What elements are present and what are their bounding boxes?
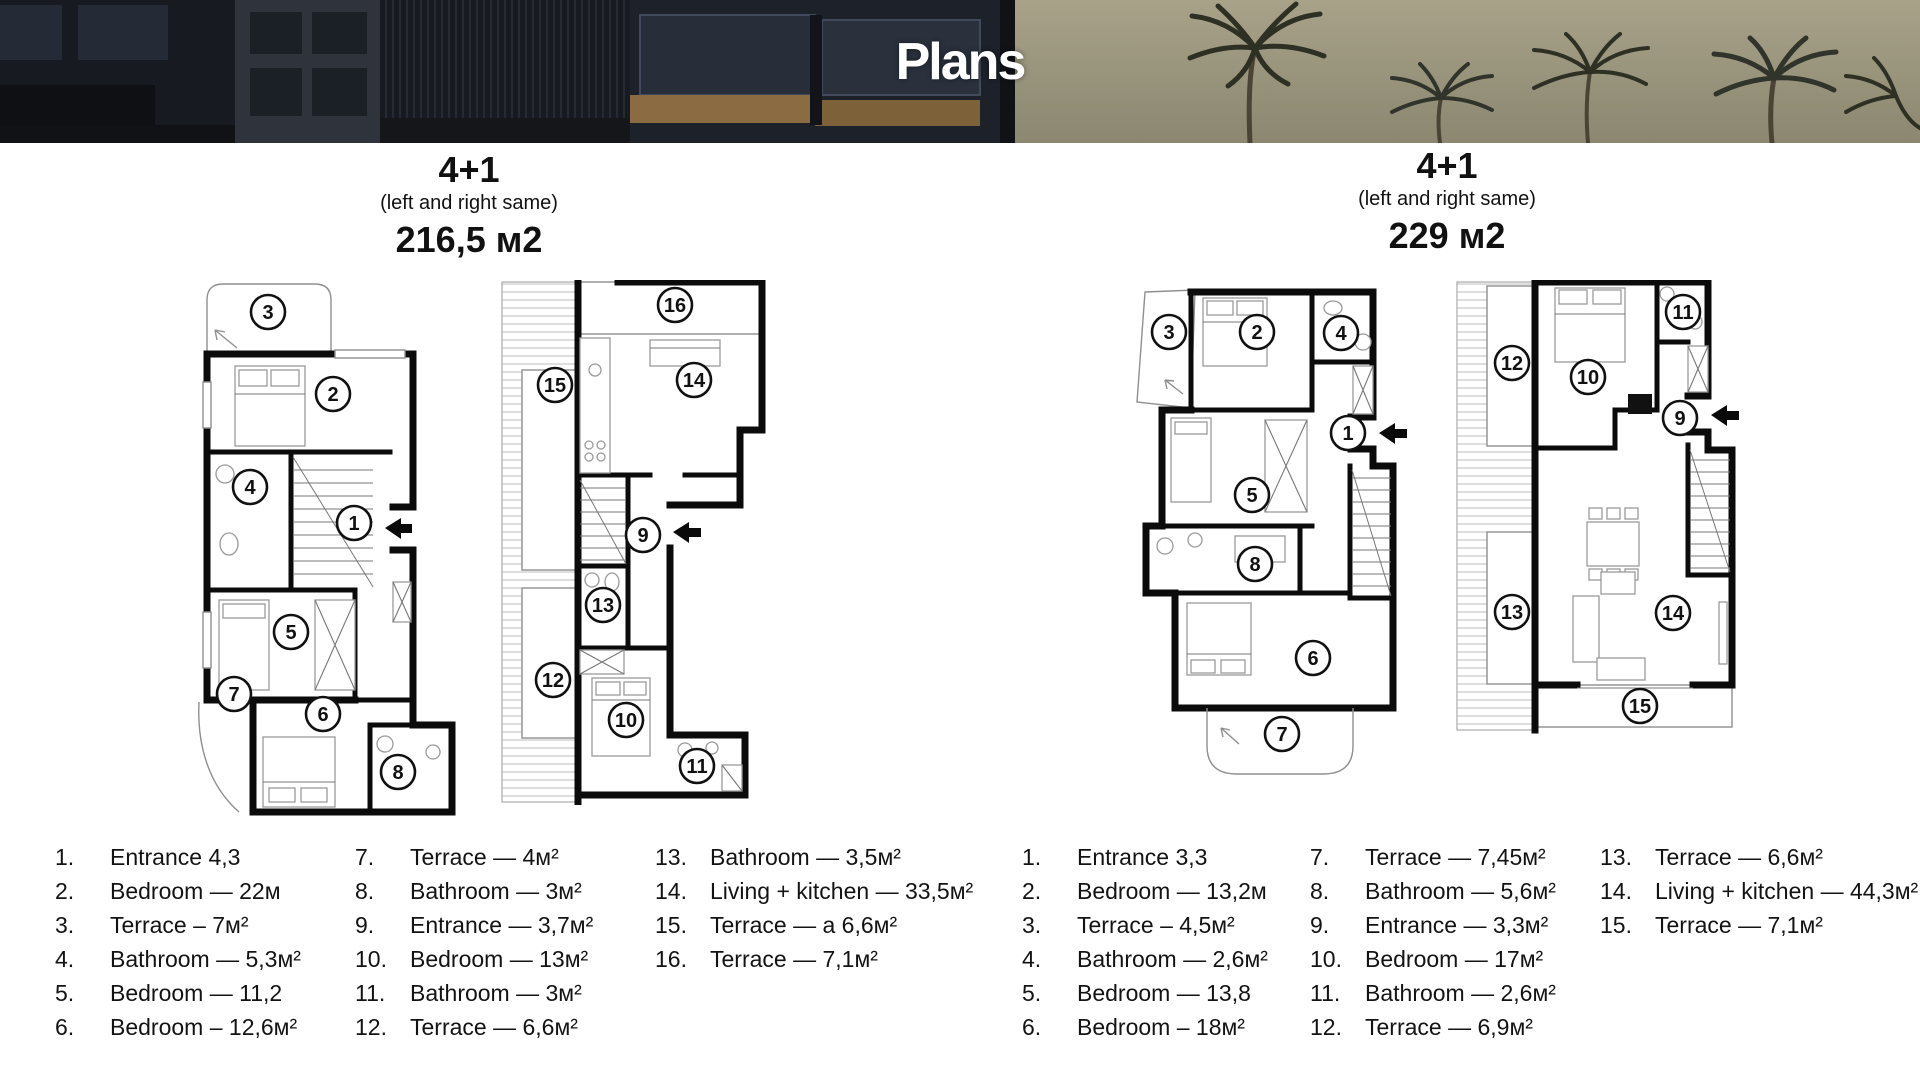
- legend-item: 10. Bedroom — 17м²: [1310, 946, 1544, 972]
- wardrobe-icon: [1353, 366, 1373, 414]
- unit-1-legend-col-3: [655, 840, 990, 976]
- svg-text:2: 2: [1251, 322, 1263, 344]
- unit-2-area: 229 м2: [1388, 215, 1506, 256]
- unit-1-floor-2-plan: [500, 280, 766, 805]
- svg-text:6: 6: [317, 704, 329, 726]
- svg-text:10: 10: [1576, 367, 1600, 389]
- unit-1-title: [309, 150, 629, 260]
- bathroom-fixtures: [377, 736, 440, 759]
- svg-text:5: 5: [1246, 485, 1258, 507]
- entrance-arrow-icon: [1711, 405, 1739, 426]
- svg-text:3: 3: [1163, 322, 1175, 344]
- bronze-fascia: [815, 100, 980, 126]
- legend-item: 8. Bathroom — 5,6м²: [1310, 878, 1556, 904]
- legend-item: 16. Terrace — 7,1м²: [655, 946, 878, 972]
- entrance-arrow-icon: [673, 522, 701, 543]
- legend-item: 11. Bathroom — 3м²: [355, 980, 582, 1006]
- svg-text:12: 12: [541, 670, 565, 692]
- legend-item: 7. Terrace — 4м²: [355, 844, 559, 870]
- svg-text:4: 4: [1335, 323, 1347, 345]
- column: [1628, 394, 1652, 414]
- unit-1-type: 4+1: [438, 149, 500, 190]
- unit-1-legend-col-1: [55, 840, 390, 1044]
- svg-text:15: 15: [543, 375, 567, 397]
- entrance-arrow-icon: [1379, 423, 1407, 444]
- svg-text:11: 11: [1672, 302, 1694, 324]
- sofa-icons: [1573, 572, 1727, 680]
- unit-2-legend-col-3: [1600, 840, 1920, 942]
- legend-item: 12. Terrace — 6,6м²: [355, 1014, 578, 1040]
- svg-text:2: 2: [327, 384, 339, 406]
- bed-icon: [219, 600, 269, 690]
- svg-text:4: 4: [244, 477, 256, 499]
- legend-item: 6. Bedroom – 12,6м²: [55, 1014, 298, 1040]
- legend-item: 2. Bedroom — 13,2м: [1022, 878, 1267, 904]
- svg-text:11: 11: [686, 756, 708, 778]
- svg-text:10: 10: [614, 710, 638, 732]
- legend-item: 14. Living + kitchen — 33,5м²: [655, 878, 974, 904]
- unit-2-type: 4+1: [1416, 145, 1478, 186]
- unit-2-note: (left and right same): [1358, 188, 1536, 210]
- svg-text:5: 5: [285, 622, 297, 644]
- svg-text:7: 7: [228, 684, 240, 706]
- dining-table-icon: [1587, 508, 1639, 580]
- svg-text:16: 16: [663, 295, 687, 317]
- page-title: Plans: [895, 33, 1025, 91]
- svg-text:14: 14: [682, 370, 706, 392]
- svg-text:1: 1: [1342, 423, 1354, 445]
- legend-item: 9. Entrance — 3,3м²: [1310, 912, 1549, 938]
- sofa-icon: [650, 340, 720, 366]
- bronze-fascia: [630, 95, 820, 123]
- svg-text:6: 6: [1307, 648, 1319, 670]
- legend-item: 4. Bathroom — 5,3м²: [55, 946, 301, 972]
- legend-item: 1. Entrance 4,3: [55, 844, 241, 870]
- wardrobe-icon: [580, 650, 624, 674]
- svg-text:9: 9: [637, 525, 649, 547]
- legend-item: 3. Terrace – 4,5м²: [1022, 912, 1235, 938]
- svg-text:13: 13: [591, 595, 615, 617]
- unit-2-floor-1-plan: [1135, 288, 1420, 783]
- legend-item: 14. Living + kitchen — 44,3м²: [1600, 878, 1919, 904]
- entrance-arrow-icon: [385, 518, 412, 539]
- unit-2-legend-col-2: [1310, 840, 1600, 1044]
- legend-item: 15. Terrace — 7,1м²: [1600, 912, 1823, 938]
- legend-item: 13. Terrace — 6,6м²: [1600, 844, 1823, 870]
- stairs: [1352, 470, 1391, 596]
- svg-text:3: 3: [262, 302, 274, 324]
- svg-text:14: 14: [1661, 603, 1685, 625]
- legend-item: 12. Terrace — 6,9м²: [1310, 1014, 1533, 1040]
- legend-item: 7. Terrace — 7,45м²: [1310, 844, 1546, 870]
- bed-icon: [1187, 603, 1251, 675]
- svg-text:12: 12: [1500, 353, 1524, 375]
- wardrobe-icon: [1688, 346, 1708, 392]
- wardrobe-icon: [393, 582, 411, 622]
- unit-2-legend-col-1: [1022, 840, 1312, 1044]
- svg-text:8: 8: [1249, 554, 1261, 576]
- unit-1-area: 216,5 м2: [395, 219, 543, 260]
- legend-item: 2. Bedroom — 22м: [55, 878, 281, 904]
- legend-item: 4. Bathroom — 2,6м²: [1022, 946, 1268, 972]
- svg-text:13: 13: [1500, 602, 1524, 624]
- svg-text:15: 15: [1628, 696, 1652, 718]
- stairs: [580, 480, 626, 564]
- unit-1-note: (left and right same): [380, 192, 558, 214]
- svg-text:8: 8: [392, 762, 404, 784]
- svg-text:9: 9: [1674, 408, 1686, 430]
- unit-2-floor-2-plan: [1455, 280, 1745, 735]
- legend-item: 8. Bathroom — 3м²: [355, 878, 582, 904]
- legend-item: 15. Terrace — a 6,6м²: [655, 912, 898, 938]
- legend-item: 11. Bathroom — 2,6м²: [1310, 980, 1556, 1006]
- legend-item: 13. Bathroom — 3,5м²: [655, 844, 901, 870]
- unit-1-floor-1-plan: [195, 282, 460, 817]
- legend-item: 9. Entrance — 3,7м²: [355, 912, 594, 938]
- legend-item: 1. Entrance 3,3: [1022, 844, 1208, 870]
- unit-2-title: [1287, 146, 1607, 256]
- legend-item: 10. Bedroom — 13м²: [355, 946, 589, 972]
- header-photo: [0, 0, 1920, 143]
- svg-text:1: 1: [348, 513, 360, 535]
- wardrobe-icon: [1265, 420, 1307, 512]
- legend-item: 5. Bedroom — 11,2: [55, 980, 283, 1006]
- bed-icon: [235, 366, 305, 446]
- legend-item: 3. Terrace – 7м²: [55, 912, 249, 938]
- stairs: [1690, 450, 1730, 572]
- bed-icon: [1171, 418, 1211, 502]
- kitchen-icons: [580, 338, 610, 473]
- wardrobe-icon: [315, 600, 355, 690]
- bed-icon: [1555, 288, 1625, 362]
- bed-icon: [263, 737, 335, 807]
- legend-item: 6. Bedroom – 18м²: [1022, 1014, 1245, 1040]
- legend-item: 5. Bedroom — 13,8: [1022, 980, 1251, 1006]
- terrace-7-edge: [199, 702, 239, 812]
- svg-text:7: 7: [1276, 724, 1288, 746]
- unit-1-legend-col-2: [355, 840, 690, 1044]
